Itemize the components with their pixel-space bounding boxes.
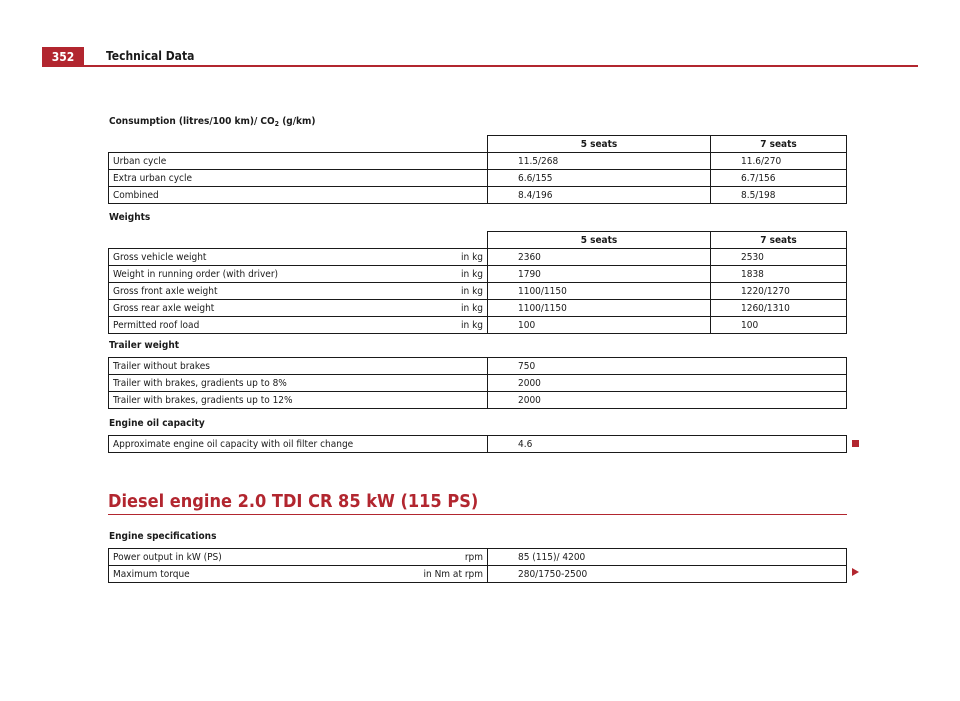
weights-heading: Weights [109,212,151,223]
table-row: Gross vehicle weight in kg 2360 2530 [109,249,847,266]
col-5-seats: 5 seats [488,136,711,153]
table-row: Maximum torque in Nm at rpm 280/1750-2500 [109,566,847,583]
engine-spec-table [108,548,847,583]
diesel-section-title: Diesel engine 2.0 TDI CR 85 kW (115 PS) [108,491,479,512]
consumption-table [108,135,847,204]
table-row: Gross rear axle weight in kg 1100/1150 1260/1310 [109,300,847,317]
col-5-seats: 5 seats [488,232,711,249]
section-end-marker [852,440,859,447]
col-7-seats: 7 seats [711,232,847,249]
table-row: Trailer with brakes, gradients up to 8% 2000 [109,375,847,392]
oil-table [108,435,847,453]
table-row: Combined 8.4/196 8.5/198 [109,187,847,204]
weights-table [108,231,847,334]
table-row: Power output in kW (PS) rpm 85 (115)/ 4200 [109,549,847,566]
table-header-row [109,232,847,249]
table-row: Urban cycle 11.5/268 11.6/270 [109,153,847,170]
table-row: Approximate engine oil capacity with oil filter change 4.6 [109,436,847,453]
page-title: Technical Data [106,49,195,63]
table-row: Trailer without brakes 750 [109,358,847,375]
page-number: 352 [42,47,84,67]
oil-heading: Engine oil capacity [109,418,205,429]
diesel-title-rule [108,514,847,515]
col-7-seats: 7 seats [711,136,847,153]
consumption-heading: Consumption (litres/100 km)/ $CO_2$ (g/km) [109,116,316,128]
trailer-heading: Trailer weight [109,340,180,351]
engine-spec-heading: Engine specifications [109,531,217,542]
table-header-row [109,136,847,153]
header-rule [84,65,918,67]
table-row: Trailer with brakes, gradients up to 12% 2000 [109,392,847,409]
table-row: Gross front axle weight in kg 1100/1150 1220/1270 [109,283,847,300]
table-row: Weight in running order (with driver) in kg 1790 1838 [109,266,847,283]
table-row: Extra urban cycle 6.6/155 6.7/156 [109,170,847,187]
trailer-table [108,357,847,409]
table-row: Permitted roof load in kg 100 100 [109,317,847,334]
page-header [42,47,918,67]
continue-arrow-icon [852,568,859,576]
